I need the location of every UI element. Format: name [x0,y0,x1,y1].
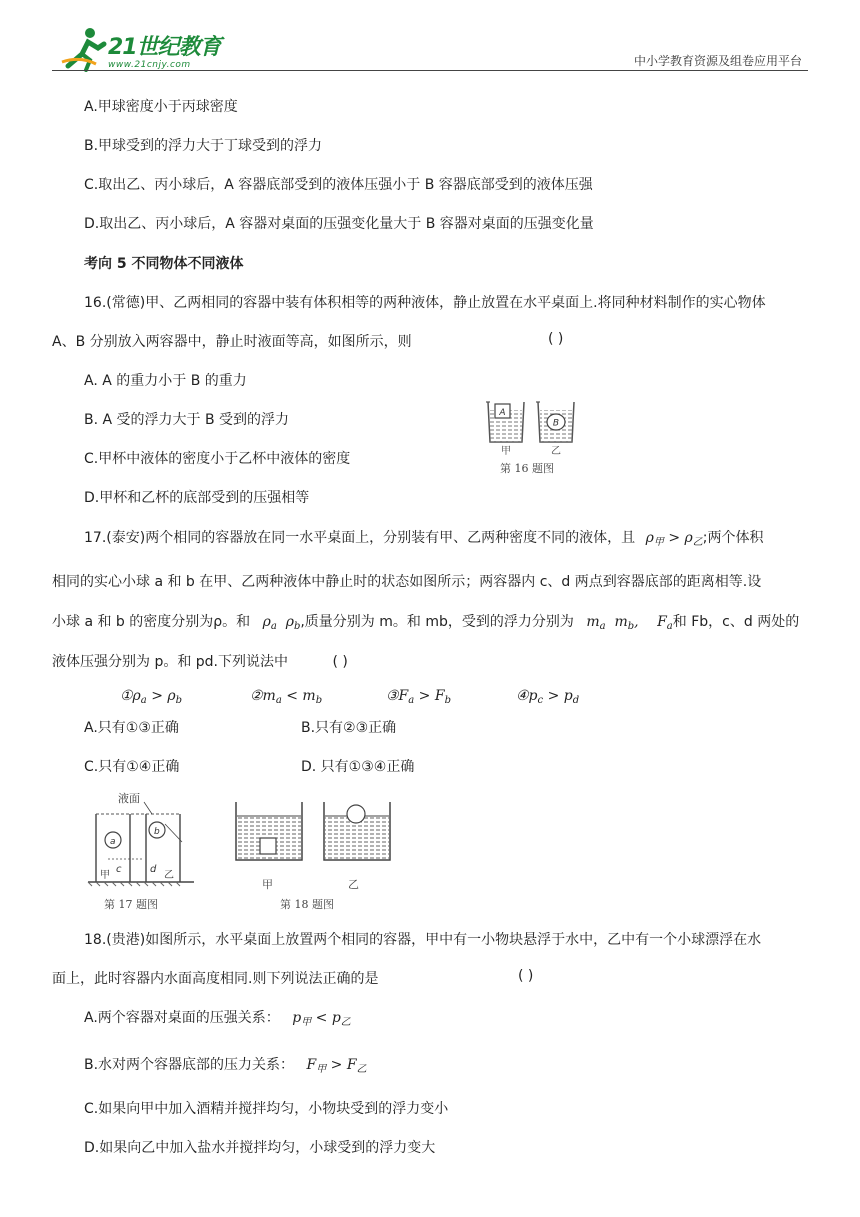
q16-stem-line2: A、B 分别放入两容器中，静止时液面等高，如图所示，则 [52,334,412,350]
q18-answer-bracket: ( ) [518,968,534,984]
figure-18-containers [232,800,398,872]
header-divider [52,70,808,71]
q18-option-a-text: A.两个容器对桌面的压强关系： [84,1010,280,1026]
figure-17-containers [86,790,196,890]
prev-option-d: D.取出乙、丙小球后，A 容器对桌面的压强变化量大于 B 容器对桌面的压强变化量 [84,216,594,232]
site-logo [60,26,240,72]
q18-option-c: C.如果向甲中加入酒精并搅拌均匀，小物块受到的浮力变小 [84,1101,449,1117]
q17-line3-math3: $F_a$ [657,614,673,632]
fig17-label-surface: 液面 [118,792,140,805]
q17-line1-math: $\rho_甲 > \rho_乙$ [645,530,703,548]
fig17-label-jia: 甲 [100,870,110,881]
q18-option-a [84,1007,351,1028]
q17-stem-line3 [52,611,799,632]
q18-option-a-math: $p_甲 < p_乙$ [292,1010,351,1028]
q17-statement-2: $②m_a < m_b$ [250,688,323,706]
prev-option-b: B.甲球受到的浮力大于丁球受到的浮力 [84,138,323,154]
q18-option-b-math: $F_甲 > F_乙$ [306,1057,367,1075]
q18-stem-line2: 面上，此时容器内水面高度相同.则下列说法正确的是 [52,971,379,987]
fig17-label-d: d [150,864,157,875]
prev-option-c: C.取出乙、丙小球后，A 容器底部受到的液体压强小于 B 容器底部受到的液体压强 [84,177,593,193]
q17-stem-line2: 相同的实心小球 a 和 b 在甲、乙两种液体中静止时的状态如图所示；两容器内 c、d 两点到容器底部的距离相等.设 [52,574,762,590]
q17-statement-3: $③F_a > F_b$ [386,688,451,706]
q17-line4: 液体压强分别为 p。和 pd.下列说法中 [52,654,289,670]
q18-option-b-text: B.水对两个容器底部的压力关系： [84,1057,295,1073]
q17-option-a: A.只有①③正确 [84,720,179,736]
section-heading: 考向 5 不同物体不同液体 [84,256,244,272]
q18-option-d: D.如果向乙中加入盐水并搅拌均匀，小球受到的浮力变大 [84,1140,436,1156]
q17-option-c: C.只有①④正确 [84,759,180,775]
q17-line1-end: ;两个体积 [702,530,764,546]
q16-stem-line1: 16.(常德)甲、乙两相同的容器中装有体积相等的两种液体，静止放置在水平桌面上.将同种材料制作的实心物体 [84,295,766,311]
runner-icon [60,26,108,72]
figure-16 [484,396,584,476]
q16-option-a: A. A 的重力小于 B 的重力 [84,373,247,389]
q17-line1-text: 17.(泰安)两个相同的容器放在同一水平桌面上，分别装有甲、乙两种密度不同的液体，且 [84,530,636,546]
figure-18 [232,800,398,914]
q17-stem-line4 [52,651,348,671]
q17-option-d: D. 只有①③④正确 [301,759,415,775]
platform-title: 中小学教育资源及组卷应用平台 [633,54,802,68]
q17-answer-bracket: ( ) [332,654,348,670]
fig18-label-yi: 乙 [348,878,359,891]
figure-17 [86,790,196,914]
q17-line3-math2: $m_a$ $m_b$, [586,614,639,632]
fig18-label-jia: 甲 [262,878,273,891]
q17-statement-1: $①\rho_a > \rho_b$ [120,688,183,706]
q17-line3c: 和 Fb，c、d 两处的 [672,614,800,630]
q16-option-c: C.甲杯中液体的密度小于乙杯中液体的密度 [84,451,351,467]
q16-answer-bracket: ( ) [548,331,564,347]
fig17-label-c: c [116,864,122,875]
logo-url: www.21cnjy.com [108,60,191,70]
q17-statement-4: $④p_c > p_d$ [516,688,580,706]
fig16-box-b: B [552,418,560,429]
logo-text: 21世纪教育 [108,35,221,60]
fig17-label-b: b [154,827,160,837]
prev-option-a: A.甲球密度小于丙球密度 [84,99,238,115]
q16-option-d: D.甲杯和乙杯的底部受到的压强相等 [84,490,310,506]
fig17-label-a: a [110,837,116,847]
fig16-label-yi: 乙 [551,446,561,457]
fig17-caption: 第 17 题图 [104,898,158,911]
fig16-box-a: A [499,408,506,418]
fig18-caption: 第 18 题图 [280,898,334,911]
q17-line3a: 小球 a 和 b 的密度分别为ρ。和 [52,614,251,630]
fig17-label-yi: 乙 [164,870,174,881]
q18-option-b [84,1054,367,1075]
figure-16-beakers [484,396,584,458]
q16-option-b: B. A 受的浮力大于 B 受到的浮力 [84,412,290,428]
fig16-caption: 第 16 题图 [500,462,554,475]
q17-line3-math1: $\rho_a$ $\rho_b$ [262,614,301,632]
q17-line3b: ,质量分别为 m。和 mb，受到的浮力分别为 [300,614,574,630]
q17-stem-line1 [84,527,763,548]
q18-stem-line1: 18.(贵港)如图所示，水平桌面上放置两个相同的容器，甲中有一小物块悬浮于水中，乙中有一个小球漂浮在水 [84,932,762,948]
fig16-label-jia: 甲 [501,446,511,457]
q17-option-b: B.只有②③正确 [301,720,397,736]
